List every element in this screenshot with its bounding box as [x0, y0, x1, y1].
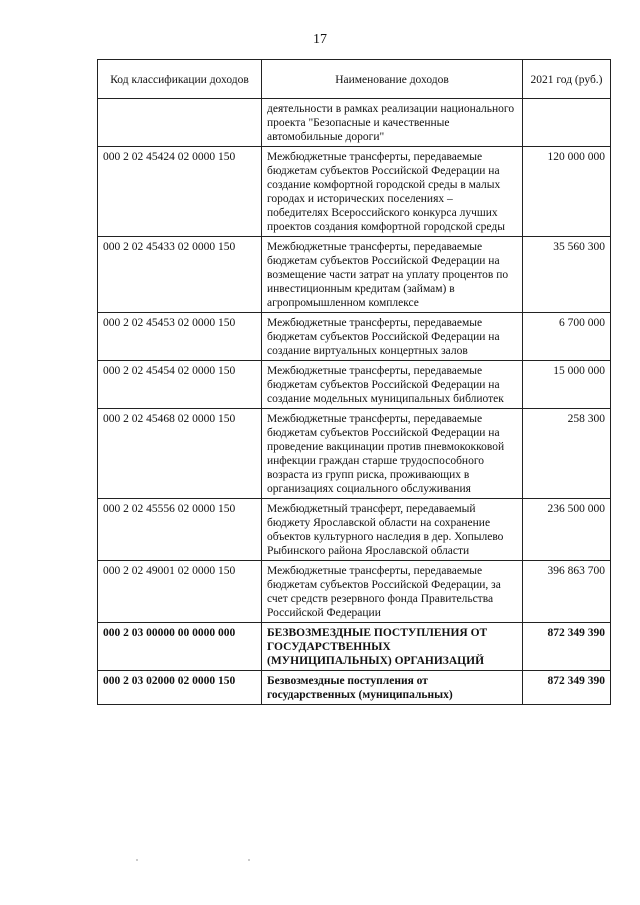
revenue-table	[97, 59, 611, 705]
row-name: Межбюджетные трансферты, передаваемые бюджетам субъектов Российской Федерации на проведение вакцинации против пневмококковой инфекции граждан старше трудоспособного возраста из групп риска, проживающих в организациях социального обслуживания	[262, 409, 523, 499]
page-number: 17	[313, 32, 327, 47]
row-code	[98, 99, 262, 147]
table-row	[98, 561, 611, 623]
row-name: Межбюджетные трансферты, передаваемые бюджетам субъектов Российской Федерации на создание виртуальных концертных залов	[262, 313, 523, 361]
header-name: Наименование доходов	[262, 60, 523, 99]
row-name: Безвозмездные поступления от государственных (муниципальных)	[262, 671, 523, 705]
row-amount: 6 700 000	[523, 313, 611, 361]
row-name: Межбюджетный трансферт, передаваемый бюджету Ярославской области на сохранение объектов культурного наследия в дер. Хопылево Рыбинского района Ярославской области	[262, 499, 523, 561]
row-code: 000 2 02 45454 02 0000 150	[98, 361, 262, 409]
row-code: 000 2 02 45468 02 0000 150	[98, 409, 262, 499]
row-code: 000 2 02 45424 02 0000 150	[98, 147, 262, 237]
row-amount: 872 349 390	[523, 671, 611, 705]
scan-speck	[248, 859, 250, 861]
row-code: 000 2 02 45556 02 0000 150	[98, 499, 262, 561]
row-amount: 258 300	[523, 409, 611, 499]
table-row	[98, 409, 611, 499]
header-code: Код классификации доходов	[98, 60, 262, 99]
scan-speck	[136, 859, 138, 861]
table-row	[98, 237, 611, 313]
row-amount: 120 000 000	[523, 147, 611, 237]
row-code: 000 2 02 45433 02 0000 150	[98, 237, 262, 313]
row-code: 000 2 02 45453 02 0000 150	[98, 313, 262, 361]
row-name: деятельности в рамках реализации национального проекта "Безопасные и качественные автомобильные дороги"	[262, 99, 523, 147]
table-row	[98, 361, 611, 409]
row-name: Межбюджетные трансферты, передаваемые бюджетам субъектов Российской Федерации на возмещение части затрат на уплату процентов по инвестиционным кредитам (займам) в агропромышленном комплексе	[262, 237, 523, 313]
header-amount: 2021 год (руб.)	[523, 60, 611, 99]
row-name: Межбюджетные трансферты, передаваемые бюджетам субъектов Российской Федерации, за счет средств резервного фонда Правительства Российской Федерации	[262, 561, 523, 623]
table-header-row	[98, 60, 611, 99]
row-name: Межбюджетные трансферты, передаваемые бюджетам субъектов Российской Федерации на создание модельных муниципальных библиотек	[262, 361, 523, 409]
row-amount: 15 000 000	[523, 361, 611, 409]
row-code: 000 2 02 49001 02 0000 150	[98, 561, 262, 623]
table-row	[98, 99, 611, 147]
table-row-total	[98, 671, 611, 705]
row-amount: 396 863 700	[523, 561, 611, 623]
row-amount: 872 349 390	[523, 623, 611, 671]
table-row	[98, 499, 611, 561]
table-row	[98, 147, 611, 237]
row-amount: 236 500 000	[523, 499, 611, 561]
row-code: 000 2 03 00000 00 0000 000	[98, 623, 262, 671]
table-row-total	[98, 623, 611, 671]
row-name: Межбюджетные трансферты, передаваемые бюджетам субъектов Российской Федерации на создание комфортной городской среды в малых городах и исторических поселениях – победителях Всероссийского конкурса лучших проектов создания комфортной городской среды	[262, 147, 523, 237]
table-row	[98, 313, 611, 361]
row-name: БЕЗВОЗМЕЗДНЫЕ ПОСТУПЛЕНИЯ ОТ ГОСУДАРСТВЕННЫХ (МУНИЦИПАЛЬНЫХ) ОРГАНИЗАЦИЙ	[262, 623, 523, 671]
row-amount	[523, 99, 611, 147]
row-code: 000 2 03 02000 02 0000 150	[98, 671, 262, 705]
row-amount: 35 560 300	[523, 237, 611, 313]
